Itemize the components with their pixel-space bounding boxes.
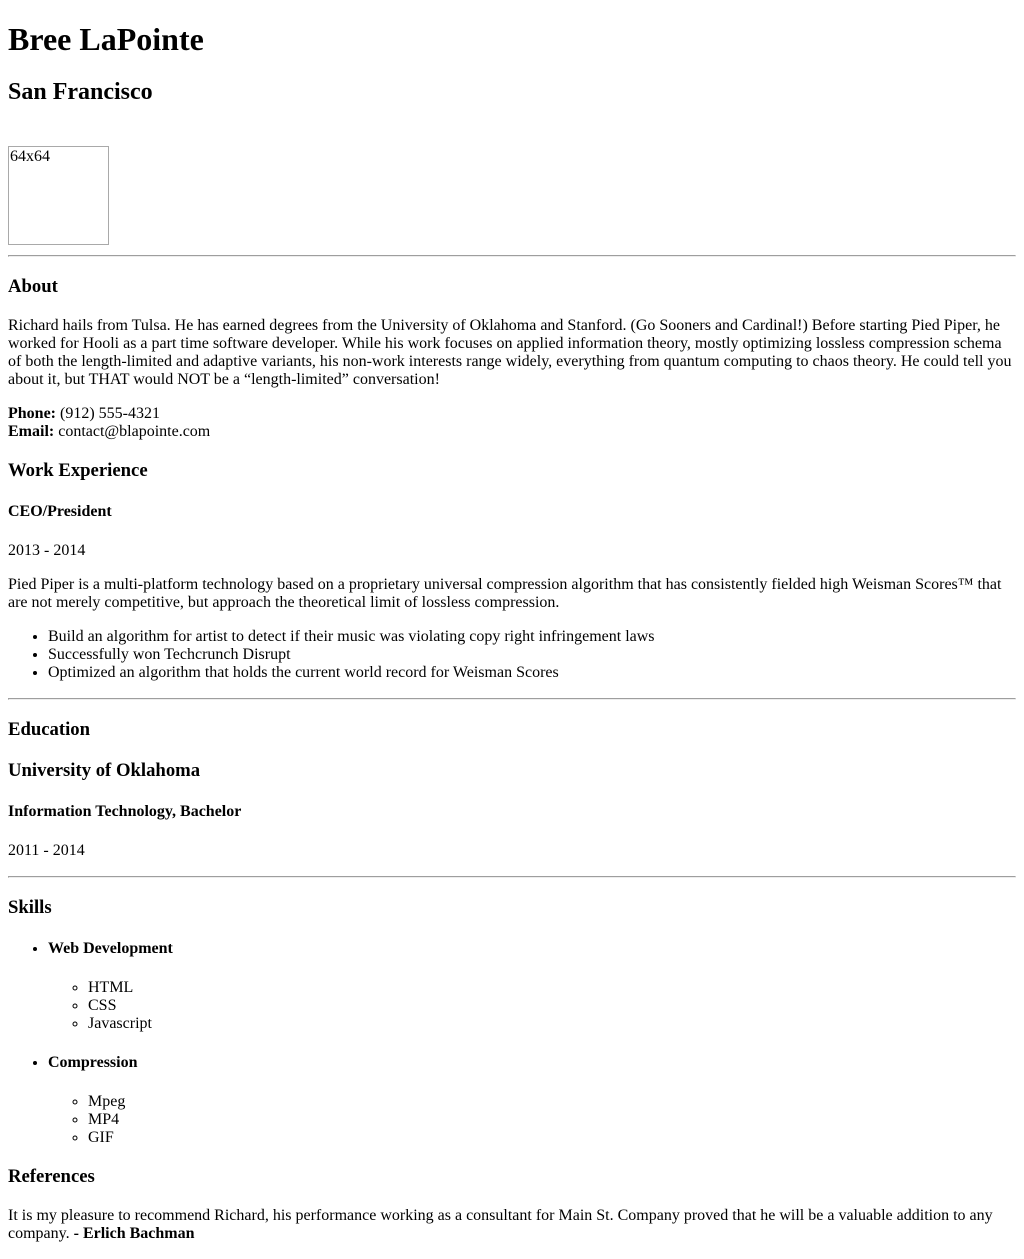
job-highlight-item: • Build an algorithm for artist to detect if their music was violating copy right infringement laws: [48, 628, 1016, 646]
school-name: University of Oklahoma: [8, 760, 201, 781]
skills-list: [8, 940, 1016, 1147]
section-divider: [8, 255, 1016, 257]
work-experience-heading: Work Experience: [8, 460, 148, 481]
job-title: CEO/President: [8, 503, 112, 520]
job-highlight-item: • Successfully won Techcrunch Disrupt: [48, 646, 1016, 664]
skills-heading: Skills: [8, 897, 52, 918]
skill-item: ◦ CSS: [88, 997, 1016, 1015]
contact-info: [8, 405, 1016, 441]
avatar-alt-text: 64x64: [10, 148, 50, 165]
avatar-placeholder: [8, 146, 109, 245]
section-skills: [8, 897, 1016, 1147]
job-highlight-item: • Optimized an algorithm that holds the current world record for Weisman Scores: [48, 664, 1016, 682]
about-heading: About: [8, 276, 58, 297]
section-references: [8, 1166, 1016, 1243]
phone-value: (912) 555-4321: [60, 405, 160, 422]
skill-item: ◦ GIF: [88, 1129, 1016, 1147]
job-entry: [8, 503, 1016, 682]
job-description: Pied Piper is a multi-platform technology based on a proprietary universal compression algorithm that has consistently fielded high Weisman Scores™ that are not merely competitive, but approach the theoretical limit of lossless compression.: [8, 576, 1002, 611]
email-label: Email:: [8, 423, 55, 440]
skill-group-name: • Web Development: [48, 940, 173, 957]
person-name: Bree LaPointe: [8, 21, 204, 57]
section-divider: [8, 876, 1016, 878]
resume-page: [8, 21, 1016, 1243]
education-heading: Education: [8, 719, 91, 740]
job-dates: 2013 - 2014: [8, 542, 86, 559]
skill-item: ◦ Mpeg: [88, 1093, 1016, 1111]
skill-group: [48, 1054, 1016, 1147]
reference-author: - Erlich Bachman: [73, 1225, 195, 1242]
references-heading: References: [8, 1166, 95, 1187]
section-work-experience: [8, 460, 1016, 682]
email-value: contact@blapointe.com: [58, 423, 211, 440]
person-location: San Francisco: [8, 79, 153, 105]
school-dates: 2011 - 2014: [8, 842, 85, 859]
school-degree: Information Technology, Bachelor: [8, 803, 242, 820]
reference-quote: [8, 1207, 1016, 1243]
job-highlights-list: [8, 628, 1016, 682]
section-about: [8, 276, 1016, 441]
section-divider: [8, 698, 1016, 700]
skill-group: [48, 940, 1016, 1033]
reference-text: It is my pleasure to recommend Richard, his performance working as a consultant for Main St. Company proved that he will be a valuable addition to any company.: [8, 1207, 993, 1242]
school-entry: [8, 760, 1016, 860]
skill-item: ◦ MP4: [88, 1111, 1016, 1129]
about-bio: Richard hails from Tulsa. He has earned degrees from the University of Oklahoma and Stanford. (Go Sooners and Cardinal!) Before starting Pied Piper, he worked for Hooli as a part time software developer. While his work focuses on applied information theory, mostly optimizing lossless compression schema of both the length-limited and adaptive variants, his non-work interests range widely, everything from quantum computing to chaos theory. He could tell you about it, but THAT would NOT be a “length-limited” conversation!: [8, 317, 1012, 388]
resume-header: [8, 21, 1016, 245]
skill-items-list: [48, 979, 1016, 1033]
skill-items-list: [48, 1093, 1016, 1147]
skill-item: ◦ Javascript: [88, 1015, 1016, 1033]
phone-label: Phone:: [8, 405, 56, 422]
skill-item: ◦ HTML: [88, 979, 1016, 997]
section-education: [8, 719, 1016, 860]
skill-group-name: • Compression: [48, 1054, 138, 1071]
